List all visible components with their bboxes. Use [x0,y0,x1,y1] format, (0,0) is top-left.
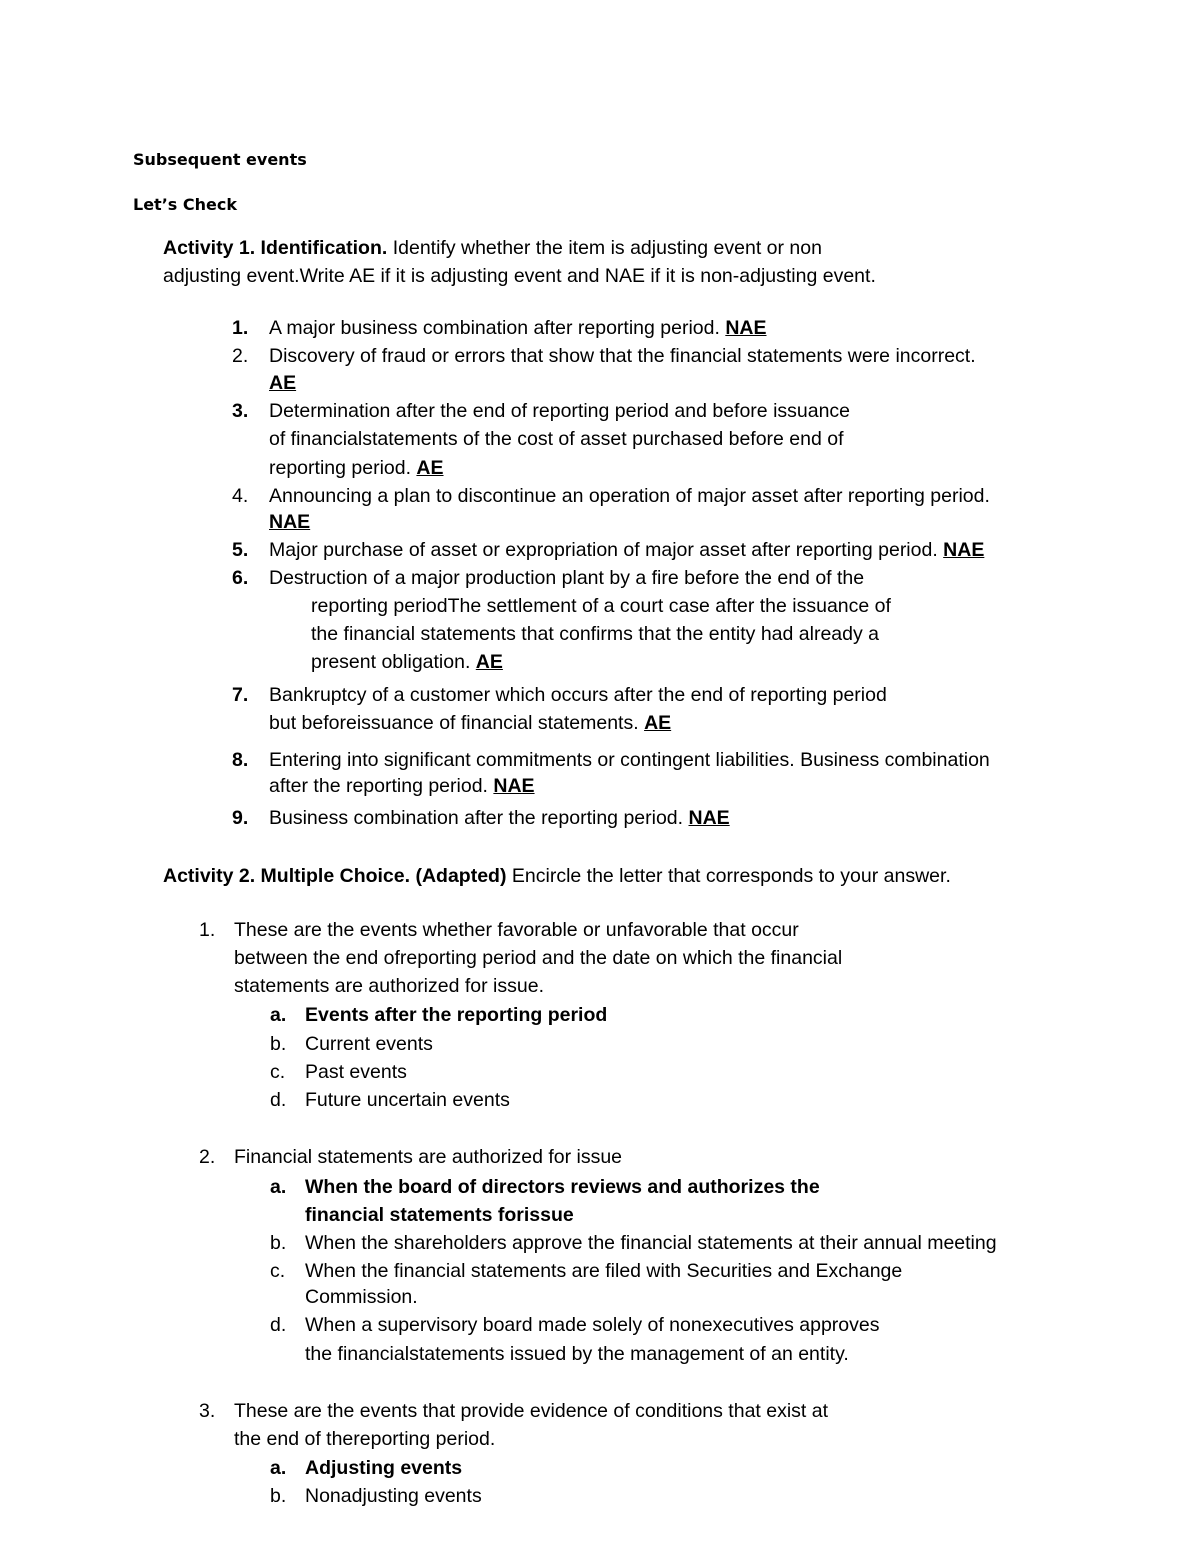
choice-letter[interactable]: c. [270,1061,286,1083]
item-number: 7. [232,684,249,706]
activity-2-instruction: Activity 2. Multiple Choice. (Adapted) Encircle the letter that corresponds to your answer. [163,865,951,887]
question-text: statements are authorized for issue. [234,975,544,997]
activity-1-instruction-line-2: adjusting event.Write AE if it is adjusting event and NAE if it is non-adjusting event. [163,265,876,287]
question-number: 2. [199,1146,216,1168]
item-text: Business combination after the reporting period. [269,807,689,829]
answer-label: NAE [493,775,535,797]
choice-letter[interactable]: a. [270,1004,287,1026]
answer-label: NAE [725,317,767,339]
choice-text: the financialstatements issued by the management of an entity. [305,1343,849,1365]
choice-text: Commission. [305,1286,418,1308]
choice-letter[interactable]: a. [270,1457,287,1479]
question-number: 1. [199,919,216,941]
choice-text: When the financial statements are filed with Securities and Exchange [305,1260,903,1282]
item-number: 2. [232,345,249,367]
item-text: Determination after the end of reporting period and before issuance [269,400,851,422]
item-text: A major business combination after reporting period. [269,317,726,339]
section-subtitle: Let’s Check [133,195,237,214]
choice-text: Past events [305,1061,407,1083]
choice-text-correct: financial statements forissue [305,1204,574,1226]
item-text: but beforeissuance of financial statements. [269,712,645,734]
answer-label: AE [416,457,444,479]
activity-1-instruction: Activity 1. Identification. Identify whether the item is adjusting event or non [163,237,822,259]
question-text: between the end ofreporting period and the date on which the financial [234,947,843,969]
item-text: Announcing a plan to discontinue an operation of major asset after reporting period. [269,485,990,507]
item-number: 9. [232,807,249,829]
choice-letter[interactable]: d. [270,1314,287,1336]
activity-2-label: Activity 2. Multiple Choice. [163,865,411,887]
question-text: These are the events that provide evidence of conditions that exist at [234,1400,829,1422]
answer-label: AE [644,712,672,734]
answer-label: NAE [943,539,985,561]
answer-label: AE [475,651,503,673]
item-text: present obligation. [311,651,476,673]
item-number: 6. [232,567,249,589]
choice-letter[interactable]: c. [270,1260,286,1282]
choice-text: Future uncertain events [305,1089,510,1111]
item-text: Entering into significant commitments or contingent liabilities. Business combination [269,749,990,771]
adapted-label: (Adapted) [415,865,507,887]
question-text: the end of thereporting period. [234,1428,496,1450]
choice-letter[interactable]: b. [270,1033,287,1055]
choice-letter[interactable]: a. [270,1176,287,1198]
answer-label: NAE [688,807,730,829]
item-text: Discovery of fraud or errors that show that the financial statements were incorrect. [269,345,976,367]
choice-letter[interactable]: b. [270,1485,287,1507]
question-text: Financial statements are authorized for issue [234,1146,623,1168]
choice-text-correct: Adjusting events [305,1457,463,1479]
question-text: These are the events whether favorable or unfavorable that occur [234,919,799,941]
item-text: reporting periodThe settlement of a court case after the issuance of [311,595,891,617]
item-text: Major purchase of asset or expropriation of major asset after reporting period. [269,539,944,561]
choice-text: Current events [305,1033,433,1055]
activity-1-label: Activity 1. Identification. [163,237,388,259]
item-text: reporting period. [269,457,417,479]
choice-letter[interactable]: b. [270,1232,287,1254]
item-number: 1. [232,317,249,339]
item-text: Destruction of a major production plant by a fire before the end of the [269,567,865,589]
item-text: the financial statements that confirms that the entity had already a [311,623,879,645]
choice-text-correct: When the board of directors reviews and authorizes the [305,1176,820,1198]
item-number: 4. [232,485,249,507]
question-number: 3. [199,1400,216,1422]
choice-letter[interactable]: d. [270,1089,287,1111]
choice-text: When a supervisory board made solely of nonexecutives approves [305,1314,880,1336]
item-number: 8. [232,749,249,771]
choice-text: When the shareholders approve the financial statements at their annual meeting [305,1232,997,1254]
choice-text: Nonadjusting events [305,1485,482,1507]
item-number: 5. [232,539,249,561]
item-text: after the reporting period. [269,775,494,797]
item-text: of financialstatements of the cost of asset purchased before end of [269,428,844,450]
item-number: 3. [232,400,249,422]
answer-label: AE [269,372,297,394]
choice-text-correct: Events after the reporting period [305,1004,608,1026]
document-title: Subsequent events [133,150,307,169]
answer-label: NAE [269,511,311,533]
item-text: Bankruptcy of a customer which occurs after the end of reporting period [269,684,887,706]
